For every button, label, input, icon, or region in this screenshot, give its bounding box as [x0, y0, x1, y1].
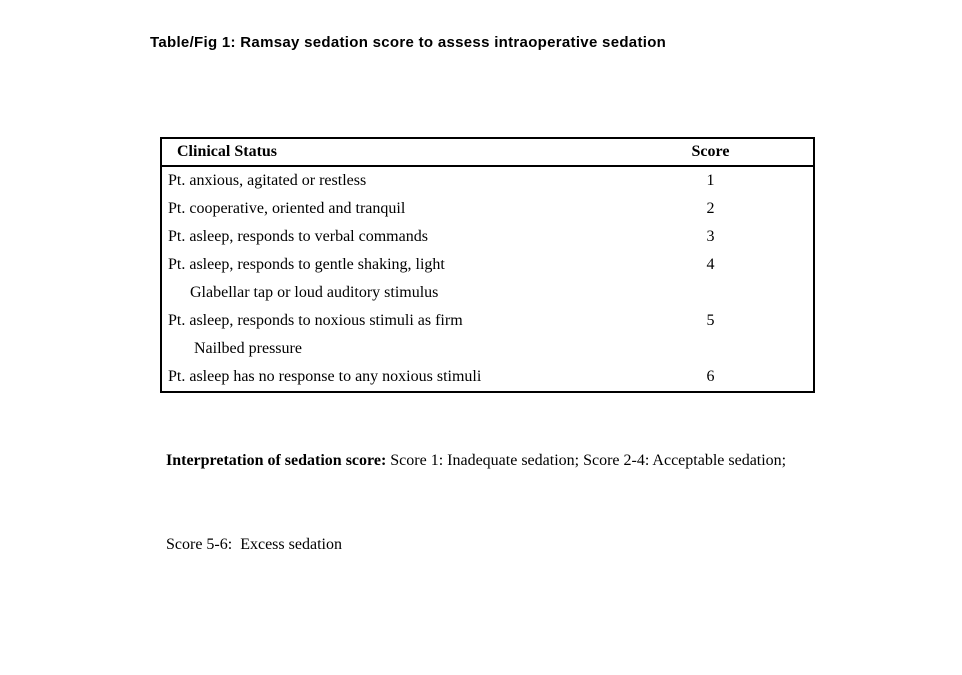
table-row [162, 223, 813, 251]
row-text-continuation: Nailbed pressure [194, 340, 302, 357]
clinical-status-cell [162, 251, 608, 307]
score-cell: 1 [706, 172, 715, 189]
clinical-status-cell [162, 223, 608, 251]
interpretation-line-1 [166, 447, 826, 475]
row-text-continuation: Glabellar tap or loud auditory stimulus [190, 284, 439, 301]
row-text: Pt. asleep, responds to noxious stimuli as firm [168, 312, 463, 329]
row-text: Pt. anxious, agitated or restless [168, 172, 367, 189]
clinical-status-cell [162, 307, 608, 363]
clinical-status-cell [162, 363, 608, 391]
interpretation-label: Interpretation of sedation score: [166, 452, 387, 469]
score-cell: 4 [706, 256, 715, 273]
column-header-score: Score [691, 143, 730, 160]
clinical-status-cell [162, 167, 608, 195]
score-cell: 5 [706, 312, 715, 329]
row-text: Pt. asleep, responds to verbal commands [168, 228, 428, 245]
row-text: Pt. asleep has no response to any noxious stimuli [168, 368, 482, 385]
table-header-row [162, 139, 813, 167]
clinical-status-cell [162, 195, 608, 223]
table-body [162, 167, 813, 391]
table-row [162, 307, 813, 363]
row-text: Pt. asleep, responds to gentle shaking, light [168, 256, 445, 273]
row-text: Pt. cooperative, oriented and tranquil [168, 200, 406, 217]
figure-title: Table/Fig 1: Ramsay sedation score to assess intraoperative sedation [150, 34, 667, 51]
score-cell: 2 [706, 200, 715, 217]
table-row [162, 167, 813, 195]
interpretation-line-2: Score 5-6: Excess sedation [166, 536, 342, 553]
table-row [162, 363, 813, 391]
interpretation-text: Score 1: Inadequate sedation; Score 2-4: Acceptable sedation; [386, 452, 787, 469]
column-header-clinical-status: Clinical Status [177, 143, 278, 160]
score-cell: 6 [706, 368, 715, 385]
score-cell: 3 [706, 228, 715, 245]
interpretation-note [166, 391, 826, 615]
table-row [162, 251, 813, 307]
table-row [162, 195, 813, 223]
ramsay-sedation-table [160, 137, 815, 393]
